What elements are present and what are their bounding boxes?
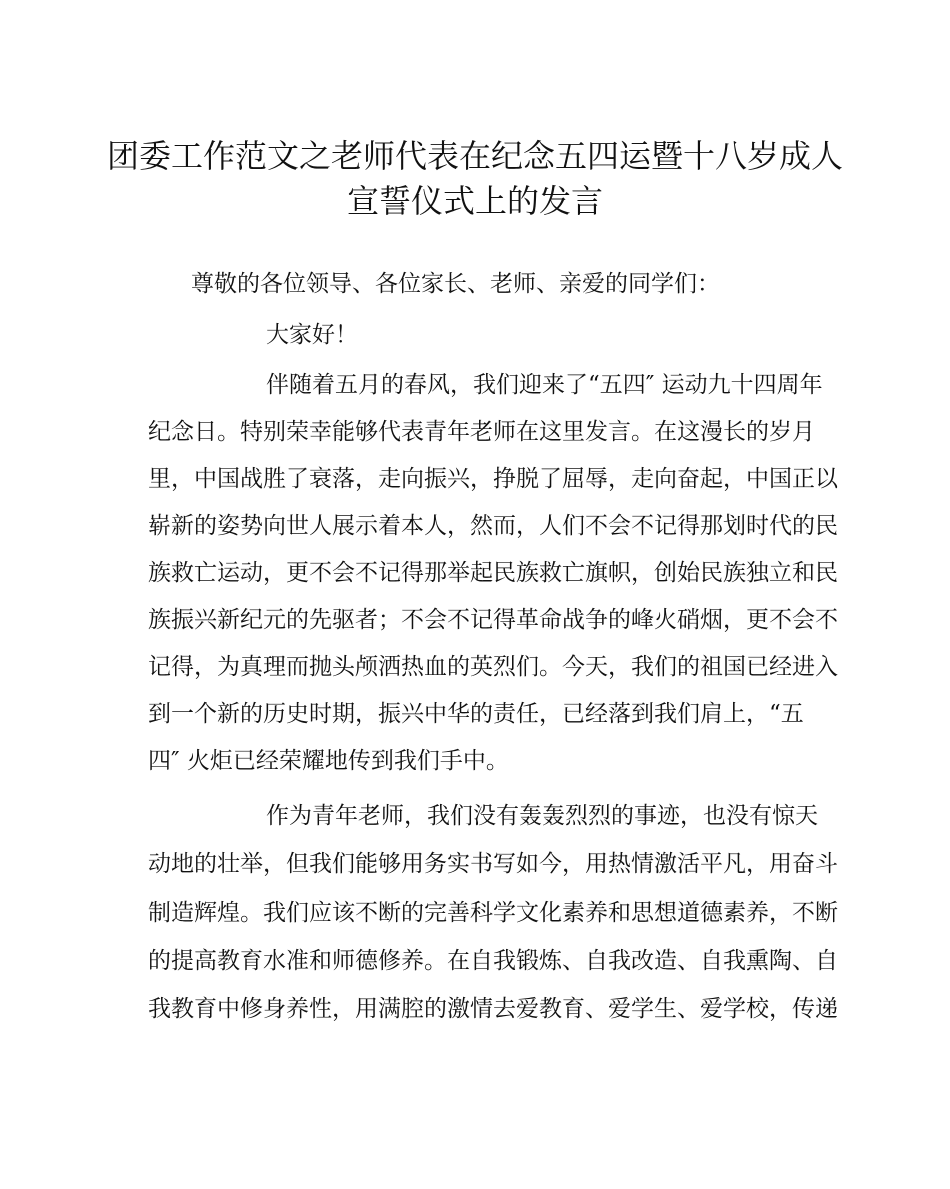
document-title-line-2: 宣誓仪式上的发言	[346, 182, 603, 220]
paragraph-line: 作为青年老师，我们没有轰轰烈烈的事迹，也没有惊天	[266, 803, 818, 829]
paragraph-line: 伴随着五月的春风，我们迎来了“五四″ 运动九十四周年	[266, 372, 823, 398]
salutation: 尊敬的各位领导、各位家长、老师、亲爱的同学们：	[191, 271, 720, 297]
paragraph-line: 我教育中修身养性，用满腔的激情去爱教育、爱学生、爱学校，传递	[148, 996, 838, 1022]
paragraph-line: 崭新的姿势向世人展示着本人，然而，人们不会不记得那划时代的民	[148, 513, 838, 539]
paragraph-line: 记得，为真理而抛头颅洒热血的英烈们。今天，我们的祖国已经进入	[148, 654, 838, 680]
paragraph-line: 纪念日。特别荣幸能够代表青年老师在这里发言。在这漫长的岁月	[148, 419, 815, 445]
paragraph-line: 的提高教育水准和师德修养。在自我锻炼、自我改造、自我熏陶、自	[148, 948, 838, 974]
paragraph-line: 族救亡运动，更不会不记得那举起民族救亡旗帜，创始民族独立和民	[148, 560, 838, 586]
paragraph-line: 到一个新的历史时期，振兴中华的责任，已经落到我们肩上，“五	[148, 701, 804, 727]
paragraph-line: 动地的壮举，但我们能够用务实书写如今，用热情激活平凡，用奋斗	[148, 851, 838, 877]
greeting: 大家好！	[266, 322, 358, 348]
document-title-line-1: 团委工作范文之老师代表在纪念五四运暨十八岁成人	[106, 137, 843, 175]
paragraph-line: 制造辉煌。我们应该不断的完善科学文化素养和思想道德素养，不断	[148, 900, 838, 926]
paragraph-line: 族振兴新纪元的先驱者；不会不记得革命战争的峰火硝烟，更不会不	[148, 607, 838, 633]
paragraph-line: 四″ 火炬已经荣耀地传到我们手中。	[148, 748, 509, 774]
paragraph-line: 里，中国战胜了衰落，走向振兴，挣脱了屈辱，走向奋起，中国正以	[148, 466, 838, 492]
